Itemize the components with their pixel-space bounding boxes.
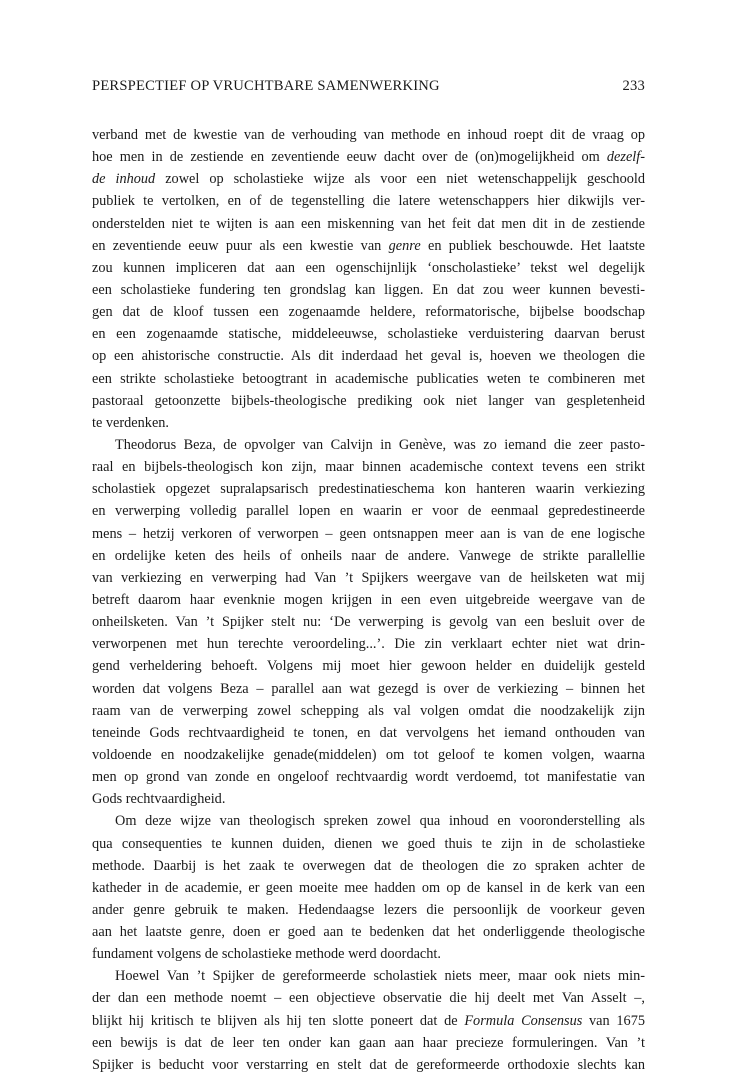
text-line: betreft daarom haar evenknie mogen krijgen in een even uitgebreide weergave van de — [92, 591, 645, 608]
italic-term: dezelf- — [606, 149, 645, 166]
text-line: scholastiek opgezet supralapsarisch predestinatieschema kon hanteren waarin verkiezing — [92, 481, 645, 498]
text-line: katheder in de academie, er geen moeite mee hadden om op de kansel in de kerk van een — [92, 879, 645, 896]
text-line: aan het laatste genre, doen er goed aan te bedenken dat het onderliggende theologische — [92, 924, 645, 941]
text-line: verband met de kwestie van de verhouding van methode en inhoud roept dit de vraag op — [92, 127, 645, 143]
text-line: Om deze wijze van theologisch spreken zowel qua inhoud en vooronderstelling als — [115, 813, 645, 830]
text-line: op een ahistorische constructie. Als dit inderdaad het geval is, hoeven we theologen die — [92, 348, 645, 365]
text-line: Theodorus Beza, de opvolger van Calvijn in Genève, was zo iemand die zeer pasto- — [115, 436, 645, 453]
text-line: van verkiezing en verwerping had Van ’t Spijkers weergave van de heilsketen wat mij — [92, 569, 645, 586]
text-line: raam van de verwerping zowel schepping als val volgen omdat die noodzakelijk zijn — [92, 702, 645, 719]
paragraph — [92, 434, 645, 810]
text-line: te verdenken. — [92, 414, 170, 431]
text-line: Spijker is beducht voor verstarring en stelt dat de gereformeerde orthodoxie slechts kan — [92, 1056, 645, 1073]
text-line: zou kunnen impliceren dat aan een ogenschijnlijk ‘onscholastieke’ tekst wel degelijk — [92, 259, 645, 276]
text-line: een bewijs is dat de leer ten onder kan gaan aan haar precieze formuleringen. Van ’t — [92, 1034, 645, 1051]
text-line: ander genre gebruik te maken. Hedendaagse lezers die persoonlijk de voorkeur geven — [92, 901, 645, 918]
text-line: publiek te vertolken, en of de tegenstelling die latere wetenschappers hier dikwijls ver- — [92, 193, 645, 210]
text-line: methode. Daarbij is het zaak te overwegen dat de theologen die zo spraken achter de — [92, 857, 645, 874]
text-line: fundament volgens de scholastieke methode werd doordacht. — [92, 946, 441, 963]
running-header — [92, 78, 645, 100]
paragraph — [92, 124, 645, 434]
text-line: pastoraal getoonzette bijbels-theologische prediking ook niet langer van gespletenheid — [92, 392, 645, 409]
text-line: een scholastieke fundering ten grondslag kan liggen. En dat zou weer kunnen bevesti- — [92, 281, 645, 298]
text-line: voldoende en noodzakelijke genade(middelen) om tot geloof te komen volgen, waarna — [92, 746, 645, 763]
text-line: Hoewel Van ’t Spijker de gereformeerde scholastiek niets meer, maar ook niets min- — [115, 968, 645, 985]
text-line: hoe men in de zestiende en zeventiende eeuw dacht over de (on)mogelijkheid om dezelf- — [92, 149, 645, 166]
text-line: onderstelden niet te wijten is aan een miskenning van het feit dat men dit in de zestiende — [92, 215, 645, 232]
text-line: men op grond van zonde en ongeloof rechtvaardig wordt verdoemd, tot manifestatie van — [92, 769, 645, 786]
text-line: verworpenen met hun terechte veroordeling...’. Die zin verklaart echter niet wat drin- — [92, 636, 645, 653]
text-line: der dan een methode noemt – een objectieve observatie die hij deelt met Van Asselt –, — [92, 990, 645, 1007]
text-line: en ordelijke keten des heils of onheils naar de andere. Vanwege de strikte parallellie — [92, 547, 645, 564]
italic-term: de inhoud — [92, 171, 156, 188]
text-line: en verwerping volledig parallel lopen en waarin er voor de eenmaal gepredestineerde — [92, 503, 645, 520]
text-line: gend verheldering behoeft. Volgens mij moet hier gewoon helder en duidelijk gesteld — [92, 658, 645, 675]
text-line: worden dat volgens Beza – parallel aan wat gezegd is over de verkiezing – binnen het — [92, 680, 645, 697]
text-line: qua consequenties te kunnen duiden, dienen we goed thuis te zijn in de scholastieke — [92, 835, 645, 852]
body-text — [92, 124, 645, 1076]
italic-term: Formula Consensus — [464, 1012, 583, 1029]
text-line: teneinde Gods rechtvaardigheid te tonen, en dat vervolgens het iemand onthouden van — [92, 724, 645, 741]
text-line: en een zogenaamde statische, middeleeuwse, scholastieke verduistering daarvan berust — [92, 326, 645, 343]
text-line: onheilsketen. Van ’t Spijker stelt nu: ‘De verwerping is gevolg van een besluit over de — [92, 614, 645, 631]
page-number: 233 — [622, 78, 645, 94]
text-line: mens – hetzij verkoren of verworpen – geen ontsnappen meer aan is van de ene logische — [92, 525, 645, 542]
text-line: blijkt hij kritisch te blijven als hij ten slotte poneert dat de Formula Consensus van 1675 — [92, 1012, 645, 1029]
text-line: gen dat de kloof tussen een zogenaamde heldere, reformatorische, bijbelse boodschap — [92, 304, 645, 321]
paragraph — [92, 810, 645, 965]
text-line: een strikte scholastieke betoogtrant in academische publicaties weten te combineren met — [92, 370, 645, 387]
text-line: de inhoud zowel op scholastieke wijze als voor een niet wetenschappelijk geschoold — [92, 171, 645, 188]
text-line: en zeventiende eeuw puur als een kwestie van genre en publiek beschouwde. Het laatste — [92, 237, 645, 254]
paragraph — [92, 965, 645, 1076]
running-title: PERSPECTIEF OP VRUCHTBARE SAMENWERKING — [92, 78, 440, 94]
text-line: Gods rechtvaardigheid. — [92, 791, 226, 808]
italic-term: genre — [388, 237, 421, 254]
text-line: raal en bijbels-theologisch kon zijn, maar binnen academische context tevens een strikt — [92, 459, 645, 476]
